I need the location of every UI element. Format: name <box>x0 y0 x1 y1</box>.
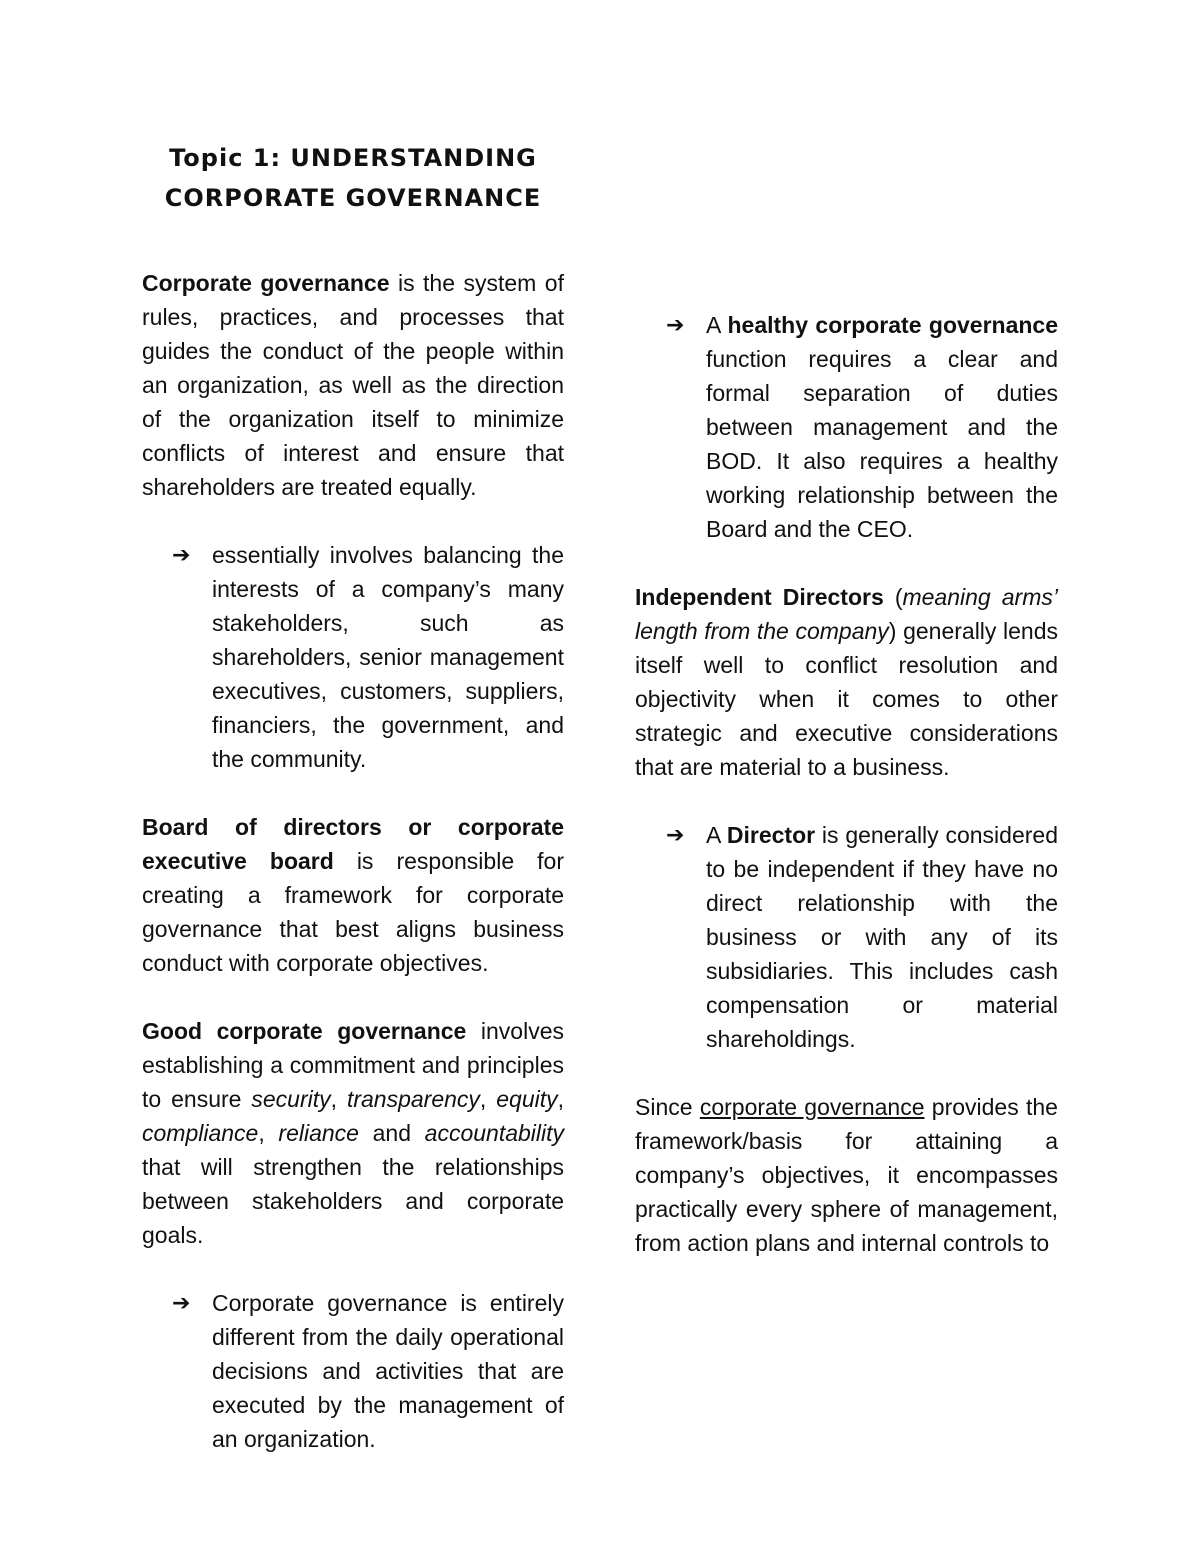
term-arms-length: meaning arms’ length from the company <box>635 584 1058 644</box>
term-independent-directors: Independent Directors <box>635 584 884 610</box>
title-line-2: CORPORATE GOVERNANCE <box>164 184 542 212</box>
bullet-item-director-independent: ➔ A Director is generally considered to be independent if they have no direct relationship with the business or with any of its subsidiaries. This includes cash compensation or material shareholdings. <box>706 818 1058 1056</box>
paragraph-independent-directors: Independent Directors (meaning arms’ length from the company) generally lends itself well to conflict resolution and objectivity when it comes to other strategic and executive considerations that are material to a business. <box>635 584 1059 780</box>
paragraph-since-corporate-governance: Since corporate governance provides the framework/basis for attaining a company’s objectives, it encompasses practically every sphere of management, from action plans and internal controls to <box>635 1094 1058 1256</box>
bullet-item-healthy-governance: ➔ A healthy corporate governance function requires a clear and formal separation of duties between management and the BOD. It also requires a healthy working relationship between the Board and the CEO. <box>706 308 1058 546</box>
paragraph-good-corporate-governance: Good corporate governance involves establishing a commitment and principles to ensure security, transparency, equity, compliance, reliance and accountability that will strengthen the relationships between stakeholders and corporate goals. <box>142 1018 565 1248</box>
bullet-list-2 <box>142 1286 564 1456</box>
term-corporate-governance-underlined: corporate governance <box>699 1094 925 1120</box>
left-column <box>142 138 564 1456</box>
page-title <box>142 138 564 218</box>
term-equity: equity <box>496 1086 558 1112</box>
bullet-item-different-from-operations: ➔ Corporate governance is entirely different from the daily operational decisions and activities that are executed by the management of an organization. <box>212 1286 564 1456</box>
term-compliance: compliance <box>142 1120 259 1146</box>
paragraph-board-of-directors: Board of directors or corporate executive board is responsible for creating a framework for corporate governance that best aligns business conduct with corporate objectives. <box>142 814 564 976</box>
term-good-corporate-governance: Good corporate governance <box>142 1018 467 1044</box>
term-transparency: transparency <box>346 1086 480 1112</box>
bullet-list-1 <box>142 538 564 776</box>
term-board-of-directors: Board of directors or corporate executive board <box>142 814 564 874</box>
arrow-icon: ➔ <box>172 1290 191 1315</box>
paragraph-corporate-governance: Corporate governance is the system of rules, practices, and processes that guides the conduct of the people within an organization, as well as the direction of the organization itself to minimize conflicts of interest and ensure that shareholders are treated equally. <box>142 270 564 500</box>
term-healthy-corporate-governance: healthy corporate governance <box>727 312 1058 338</box>
arrow-icon: ➔ <box>172 542 191 567</box>
term-security: security <box>251 1086 331 1112</box>
continuation-spacer <box>635 138 1058 308</box>
title-line-1: Topic 1: UNDERSTANDING <box>169 144 537 172</box>
bullet-list-3 <box>635 308 1058 546</box>
arrow-icon: ➔ <box>666 312 685 337</box>
term-reliance: reliance <box>278 1120 359 1146</box>
right-column <box>635 138 1058 1260</box>
term-accountability: accountability <box>424 1120 565 1146</box>
arrow-icon: ➔ <box>666 822 685 847</box>
term-corporate-governance: Corporate governance <box>142 270 390 296</box>
bullet-list-4 <box>635 818 1058 1056</box>
bullet-item-balancing: ➔ essentially involves balancing the interests of a company’s many stakeholders, such as shareholders, senior management executives, customers, suppliers, financiers, the government, and the community. <box>212 538 564 776</box>
term-director: Director <box>726 822 816 848</box>
